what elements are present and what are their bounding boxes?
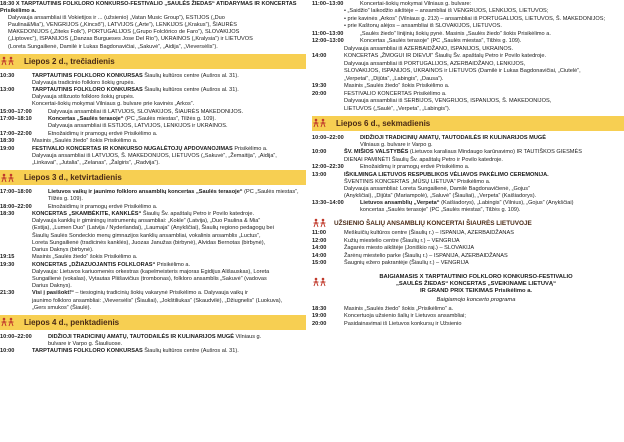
event-time: 13:30–14:00 <box>312 200 344 207</box>
event-title: DIDŽIOJI TRADICINIŲ AMATŲ, TAUTODAILĖS IR KULINARIJOS MUGĖ <box>48 333 234 340</box>
schedule-event <box>312 321 624 328</box>
event-title: Visi į pasišokt!“ <box>32 290 74 297</box>
event-description <box>32 138 306 145</box>
event-description: Meškuičių kultūros centre (Šiaulių r.) – ISPANIJA, AZERBAIDŽANAS <box>344 230 514 237</box>
event-title: FESTIVALIO KONCERTAS IR KONKURSO NUGALĖTOJŲ APDOVANOJIMAS <box>32 145 233 152</box>
event-detail: (Lietuvos karaliaus Mindaugo karūnavimo) IR TAUTIŠKOS GIESMĖS <box>408 149 582 156</box>
event-line <box>48 116 306 123</box>
event-description: SLOVAKIJOS, ISPANIJOS, UKRAINOS ir LIETUVOS (Damilė ir Lukas Bagdonavičiai, „Ciutelė“, <box>344 68 581 75</box>
closing-concert-title <box>328 274 624 304</box>
opening-block <box>0 0 306 51</box>
event-line: (Estija), „Lumen Duo“ (Latvija / Nyderlandai), „Laumaja“ (Anykščiai), Šiaulių regiono pedagogų bei <box>32 225 274 232</box>
schedule-event <box>0 109 306 116</box>
event-line: Sungailienė (vokalas), Vytautas Pliišavičius (trombonas), folkloro ansamblis „Sakuvė“ (vadovas <box>32 275 267 282</box>
opening-line: Paulina&Mia“), VENGRIJOS („Kincső“), LATVIJOS („Arte“), LENKIJOS („Krakus“), ŠIAURĖS <box>8 22 237 29</box>
schedule-event <box>312 200 624 214</box>
event-time <box>312 23 344 30</box>
schedule-event <box>0 73 306 87</box>
event-line <box>344 172 624 179</box>
event-line <box>360 164 624 171</box>
folk-dancers-icon <box>0 315 16 330</box>
event-time <box>312 8 344 15</box>
opening-line: Dalyvauja ansambliai iš Vokietijos ir ... (užsienio) „Vatan Music Group“), ESTIJOS („Duo <box>8 15 225 22</box>
event-description: • „Saidžio“ laikodžio aikštėje – ansambliai iš VENGRIJOS, LENKIJOS, LIETUVOS; <box>344 8 549 15</box>
schedule-event <box>0 146 306 167</box>
event-description: FESTIVALIO KONCERTAS Prisikėlimo a. <box>344 90 447 97</box>
day-header-july-2 <box>0 54 306 69</box>
event-detail: Masinis „Saulės žiedo“ šokis Prisikėlimo a. <box>32 254 138 261</box>
event-time: 14:00 <box>312 252 327 259</box>
event-line <box>32 290 306 297</box>
event-line: koncertas „Saulės terasoje“ (PC „Saulės miestas“, Tilžės g. 109). <box>360 207 521 214</box>
schedule-event <box>0 116 306 130</box>
event-description <box>32 87 306 108</box>
event-line: (Anykščiai), „Dijūta“ (Mariampolė), „Saluvė“ (Šiauliai), „Verpeta“ (Kaišiadorys). <box>344 192 537 199</box>
event-description: Koncertai-šokių mokymai Vilniaus g. bulvare: <box>360 1 472 7</box>
event-description <box>360 164 624 171</box>
event-description <box>48 334 306 348</box>
schedule-event <box>312 16 624 23</box>
event-description: Dalyvauja ansambliai iš AZERBAIDŽANO, ISPANIJOS, UKRAINOS. <box>344 45 513 52</box>
schedule-event <box>312 83 624 90</box>
schedule-event <box>312 260 624 267</box>
event-time: 12:00–13:00 <box>312 38 344 45</box>
event-line: Dalyvauja stilizuoto folkloro šokių grupės. <box>32 94 135 101</box>
schedule-event <box>312 91 624 98</box>
event-time: 20:00 <box>312 90 327 97</box>
schedule-event <box>312 1 624 8</box>
event-line <box>32 73 306 80</box>
event-line <box>360 135 624 142</box>
schedule-event <box>0 131 306 138</box>
event-detail: (PC „Saulės miestas“, Tilžės g. 109). <box>123 116 216 123</box>
opening-line: MAKEDONIJOS („Ziteks Folk“), PORTUGALIJOS („Grupo Folclórico de Faro“), SLOVAKIJOS <box>8 29 240 36</box>
event-time: 11:00–13:00 <box>312 30 344 37</box>
schedule-event <box>312 31 624 38</box>
event-time <box>312 61 344 68</box>
schedule-event <box>312 306 624 313</box>
event-line <box>32 348 306 355</box>
event-line: Darius Daknys (birbynė). <box>32 246 94 253</box>
event-time: 17:00–22:00 <box>0 130 32 137</box>
event-line <box>48 204 306 211</box>
event-description: Dalyvauja ansambliai iš PORTUGALIJOS, AZERBAIDŽANO, LENKIJOS, <box>344 60 526 67</box>
folk-dancers-icon <box>0 170 16 185</box>
foreign-events <box>312 230 624 267</box>
event-description <box>32 254 306 261</box>
folk-dancers-icon <box>312 116 328 131</box>
schedule-event <box>312 76 624 83</box>
day-header-july-6 <box>312 116 624 131</box>
event-description <box>32 146 306 167</box>
event-line <box>48 131 306 138</box>
day-title: Liepos 2 d., trečiadienis <box>24 56 115 66</box>
closing-title-line: IR GRAND PRIX TEIKIMAS Prisikėlimo a. <box>419 287 533 294</box>
event-time: 15:00–17:00 <box>0 108 32 115</box>
folk-dancers-icon <box>312 218 328 228</box>
schedule-event <box>312 238 624 245</box>
event-time: 12:00–22:30 <box>312 164 344 171</box>
event-description: LIETUVOS („Saulė“, „Verpeta“, „Labingis“). <box>344 105 451 112</box>
event-detail: Prisikėlimo a. <box>232 145 268 152</box>
event-description: Žarėnų miestelio parke (Šiaulių r.) – ISPANIJA, AZERBAIDŽANAS <box>344 252 508 259</box>
event-time: 18:30 <box>0 211 15 218</box>
event-time: 21:30 <box>0 290 15 297</box>
event-description: • prie Kaštonų alėjos – ansambliai iš SLOVAKIJOS, LIETUVOS. <box>344 23 502 30</box>
event-line <box>32 138 306 145</box>
event-description: Koncertas „Saulės terasoje“ (PC „Saulės miestas“, Tilžės g. 109). <box>360 38 522 45</box>
schedule-event <box>312 46 624 53</box>
schedule-event <box>0 204 306 211</box>
schedule-event <box>0 254 306 261</box>
event-description: Masinis „Saulės žiedo“ šokis Prisikėlimo a. <box>344 83 450 90</box>
event-title: KONCERTAS „SKAMBĖKITE, KANKLĖS“ <box>32 211 142 218</box>
event-time: 18:30 <box>0 138 15 145</box>
event-line: Dalyvauja tradicinio folkloro šokių grupės. <box>32 79 135 86</box>
event-description: KONCERTAS „ŽMOGUI IR DIEVUI“ Šiaulių Šv. apaštalų Petro ir Povilo katedroje. <box>344 53 547 60</box>
event-time: 18:30 <box>312 305 327 312</box>
right-column <box>312 0 624 328</box>
event-detail: Dalyvauja ansambliai iš LATVIJOS, SLOVAKIJOS, ŠIAURĖS MAKEDONIJOS. <box>48 108 244 115</box>
event-line: Vilniaus g. bulvare ir Varpo g. <box>360 141 433 148</box>
event-time: 11:00–13:00 <box>312 1 344 7</box>
event-time <box>312 46 344 53</box>
event-line: bulvare ir Varpo g. Šiauliuose. <box>48 340 123 347</box>
day-title: Liepos 6 d., sekmadienis <box>336 118 431 128</box>
closing-concert-header <box>312 274 624 304</box>
event-detail: Vilniaus g. <box>233 333 262 340</box>
schedule-event <box>312 106 624 113</box>
event-time <box>312 106 344 113</box>
event-time: 19:30 <box>0 261 15 268</box>
schedule-event <box>312 98 624 105</box>
event-line <box>48 109 306 116</box>
day-header-july-4 <box>0 315 306 330</box>
event-detail: Šiaulių kultūros centre (Aušros al. 31). <box>142 87 239 94</box>
day-header-july-3 <box>0 170 306 185</box>
event-description: „Verpetai“, „Dijūta“, „Labingis“, „Dausa“). <box>344 75 444 82</box>
folk-dancers-icon <box>312 274 328 287</box>
event-description: Dalyvauja ansambliai iš SERBIJOS, VENGRIJOS, ISPANIJOS, Š. MAKEDONIJOS, <box>344 98 552 105</box>
schedule-event <box>0 87 306 108</box>
event-time: 17:00–18:10 <box>0 116 32 123</box>
event-description <box>48 109 306 116</box>
event-title: ŠV. MIŠIOS VALSTYBĖS <box>344 149 409 156</box>
event-description <box>32 211 306 254</box>
event-line: Dalyvauja ansambliai iš LATVIJOS, Š. MAKEDONIJOS, LIETUVOS („Sakuvė“, „Žemaitija“, „Aidija“, <box>32 153 277 160</box>
schedule-event <box>0 334 306 348</box>
event-title: Koncertas „Saulės terasoje“ <box>48 116 124 123</box>
schedule-event <box>312 23 624 30</box>
schedule-event <box>312 164 624 171</box>
event-description: Pasidainavimai iš Lietuvos konkursų ir Užsienio <box>344 320 462 327</box>
event-time: 10:00 <box>312 149 327 156</box>
event-description <box>48 189 306 203</box>
event-description: Masinis „Saulės žiedo“ šokis „Prisikėlimo“ a. <box>344 305 454 312</box>
schedule-event <box>312 313 624 320</box>
event-time <box>312 76 344 83</box>
schedule-event <box>0 290 306 311</box>
event-description <box>32 73 306 87</box>
event-time: 17:00–18:00 <box>0 189 32 196</box>
event-line <box>48 189 306 203</box>
event-time: 11:00 <box>312 230 326 237</box>
event-description <box>360 200 624 214</box>
foreign-concerts-header <box>312 218 624 228</box>
foreign-concerts-title: UŽSIENIO ŠALIŲ ANSAMBLIŲ KONCERTAI ŠIAURĖS LIETUVOJE <box>334 219 532 227</box>
event-description <box>48 131 306 138</box>
event-title: TARPTAUTINIS FOLKLORO KONKURSAS <box>32 348 143 355</box>
event-detail: Etnožaidimų ir pramogų erdvė Prisikėlimo a. <box>48 203 158 210</box>
event-line <box>32 262 306 269</box>
event-detail: Šiaulių kultūros centre (Aušros al. 31). <box>142 72 239 79</box>
event-time <box>312 98 344 105</box>
schedule-event <box>0 138 306 145</box>
event-detail: (Kaišiadorys), „Labingis“ (Vilnius), „Gojus“ (Anykščiai) <box>439 200 574 207</box>
schedule-event <box>312 149 624 163</box>
event-detail: Prisikėlimo a. <box>155 261 191 268</box>
event-line <box>32 87 306 94</box>
event-line <box>32 254 306 261</box>
schedule-event <box>0 262 306 290</box>
event-detail: Masinis „Saulės žiedo“ šokis Prisikėlimo a. <box>32 138 138 145</box>
event-line: Šiaulių Saulės Sondeckio menų gimnazijos kanklių ansambliai, vokalinis ansamblis „Luctus“, <box>32 232 261 239</box>
event-title: TARPTAUTINIS FOLKLORO KONKURSAS <box>32 72 143 79</box>
event-time: 20:00 <box>312 320 327 327</box>
event-time: 10:30 <box>0 72 15 79</box>
event-description: Žagarės miesto aikštėje (Joniškio raj.) – SLOVAKIJA <box>344 245 475 252</box>
event-line <box>32 146 306 153</box>
left-column <box>0 0 306 356</box>
event-description: Koncertuoja užsienio šalių ir Lietuvos ansambliai; <box>344 313 466 320</box>
event-title: TARPTAUTINIS FOLKLORO KONKURSAS <box>32 87 143 94</box>
opening-line: („Liptovec“), ISPANIJOS („Danzas Burgueses Jose Del Rio“), UKRAINOS („Kralysia“) ir LIETUVOS <box>8 36 253 43</box>
event-line <box>48 334 306 341</box>
schedule-event <box>0 211 306 254</box>
event-line: DIENAI PAMINĖTI Šiaulių Šv. apaštalų Petro ir Povilo katedroje. <box>344 156 503 163</box>
event-description <box>32 262 306 290</box>
opening-line: (Loreta Sungailienė, Damilė ir Lukas Bagdonavičiai, „Sakuvė“, „Aidija“, „Vieversėlis“). <box>8 43 218 50</box>
event-time: 14:00 <box>312 53 327 60</box>
event-title: IŠKILMINGA LIETUVOS RESPUBLIKOS VĖLIAVOS PAKĖLIMO CEREMONIJA. <box>344 171 549 178</box>
event-description <box>48 116 306 130</box>
schedule-event <box>312 38 624 45</box>
closing-events <box>312 306 624 328</box>
event-description <box>48 204 306 211</box>
schedule-event <box>312 135 624 149</box>
event-detail: Etnožaidimų ir pramogų erdvė Prisikėlimo a. <box>360 164 470 171</box>
event-description: „Saulės žiedo“ linijinių šokių pynė. Masinis „Saulės žiedo“ šokis Prisikėlimo a. <box>360 30 551 37</box>
event-time: 15:00 <box>312 260 327 267</box>
event-time: 18:00–22:00 <box>0 203 32 210</box>
closing-subtitle: Baigiamojo koncerto programa <box>436 296 516 303</box>
event-line <box>344 149 624 156</box>
event-line: Koncertai-šokių mokymai Vilniaus g. bulvare prie kavinės „Arkos“. <box>32 101 195 108</box>
schedule-event <box>312 245 624 252</box>
event-title: KONCERTAS „DŽIAZUOJANTIS FOLKLORAS“ <box>32 261 156 268</box>
event-detail: (PC „Saulės miestas“, Tilžės g. 109). <box>48 189 299 203</box>
event-time: 10:00–22:00 <box>312 134 344 141</box>
schedule-event <box>312 8 624 15</box>
day5-continued-events <box>312 0 624 113</box>
day-title: Liepos 4 d., penktadienis <box>24 317 120 327</box>
event-title: DIDŽIOJI TRADICINIŲ AMATŲ, TAUTODAILĖS IR KULINARIJOS MUGĖ <box>360 134 546 141</box>
schedule-event <box>312 172 624 200</box>
opening-line: 18:30 X TARPTAUTINIS FOLKLORO KONKURSO-FESTIVALIO „SAULĖS ŽIEDAS“ ATIDARYMAS IR KONCERTAS Prisikėlimo a. <box>0 1 297 15</box>
schedule-event <box>312 61 624 68</box>
schedule-event <box>0 189 306 203</box>
event-description: Kužių miestelio centre (Šiaulių r.) – VENGRIJA <box>344 237 460 244</box>
event-line: Darius Daknys). <box>32 283 72 289</box>
event-time: 19:15 <box>0 254 15 261</box>
schedule-event <box>312 230 624 237</box>
event-time: 13:00 <box>312 171 327 178</box>
event-line: Dalyvauja ansambliai iš ESTIJOS, LATVIJOS, LENKIJOS ir UKRAINOS. <box>48 123 228 130</box>
event-detail: – tiesioginių tradicinių šokių vakarynė Prisikėlimo a. Dalyvauja vaikų ir <box>73 290 248 297</box>
event-time: 19:00 <box>312 313 327 320</box>
event-description <box>360 135 624 149</box>
event-time: 10:00 <box>0 348 15 355</box>
event-description <box>344 149 624 163</box>
event-detail: Šiaulių Šv. apaštalų Petro ir Povilo katedroje. <box>141 211 255 218</box>
day2-events <box>0 73 306 168</box>
closing-title-line: „SAULĖS ŽIEDAS“ KONCERTAS „SVEIKINAME LIETUVĄ“ <box>396 280 556 287</box>
schedule-event <box>0 348 306 355</box>
schedule-event <box>312 253 624 260</box>
event-time: 12:00 <box>312 237 327 244</box>
event-detail: Šiaulių kultūros centre (Aušros al. 31). <box>142 348 239 355</box>
event-line: Dalyvauja kanklių ir giminingų instrumentų ansambliai: „Kokle“ (Latvija), „Duo Paulina & Mia“ <box>32 218 261 225</box>
event-line: „Linkavai“, „Jutalia“, „Zelanas“, „Žalgiris“, „Radvija“). <box>32 160 160 167</box>
event-time: 19:30 <box>312 83 327 90</box>
schedule-event <box>312 68 624 75</box>
schedule-event <box>312 53 624 60</box>
event-line: „Gers smukos“ (Šiaulė). <box>32 304 92 311</box>
event-time: 14:00 <box>312 245 327 252</box>
event-description <box>32 348 306 355</box>
event-line: ŠVENTINIS KONCERTAS „MŪSŲ LIETUVA“ Prisikėlimo a. <box>344 178 491 185</box>
event-description <box>32 290 306 311</box>
event-line: Dalyvauja: Lietuvos kariuomenės orkestras (kapelmeisteris majoras Egidijus Ališauskas), Loreta <box>32 268 270 275</box>
day6-events <box>312 135 624 215</box>
event-description <box>344 172 624 200</box>
event-line: Dalyvauja ansambliai: Loreta Sungailienė, Damilė Bagdonavičienė, „Gojus“ <box>344 185 530 192</box>
day4-events <box>0 334 306 356</box>
event-time <box>312 16 344 23</box>
event-time: 19:00 <box>0 145 15 152</box>
folk-dancers-icon <box>0 54 16 69</box>
event-time: 10:00–22:00 <box>0 333 32 340</box>
event-line: Loreta Sungailienė (tradicinės kanklės), Juozas Janužas (birbynė), Alvidas Bernotas (birbynė), <box>32 239 266 246</box>
event-time: 13:00 <box>0 87 15 94</box>
event-line <box>360 200 624 207</box>
day3-events <box>0 189 306 312</box>
event-title: Lietuvos ansamblių „Verpeta“ <box>360 200 440 207</box>
event-description: Šaugnių ežero pakrantėje (Šiaulių r.) – VENGRIJA <box>344 260 469 267</box>
event-title: Lietuvos vaikų ir jaunimo folkloro ansamblių koncertas „Saulės terasoje“ <box>48 189 243 196</box>
event-line: jaunimo folkloro ansambliai: „Vieversėlis“ (Šiauliai), „Jokštiliukas“ (Skaudvilė), „Džiugnelis“ (Luokuva), <box>32 297 283 304</box>
event-detail: Etnožaidimų ir pramogų erdvė Prisikėlimo a. <box>48 130 158 137</box>
event-line <box>32 211 306 218</box>
event-description: • prie kavinės „Arkos“ (Vilniaus g. 213) – ansambliai iš PORTUGALIJOS, LIETUVOS, Š. MAKEDONIJOS; <box>344 15 606 22</box>
closing-title-line: BAIGIAMASIS X TARPTAUTINIO FOLKLORO KONKURSO-FESTIVALIO <box>379 273 573 280</box>
day-title: Liepos 3 d., ketvirtadienis <box>24 173 122 183</box>
event-time <box>312 68 344 75</box>
